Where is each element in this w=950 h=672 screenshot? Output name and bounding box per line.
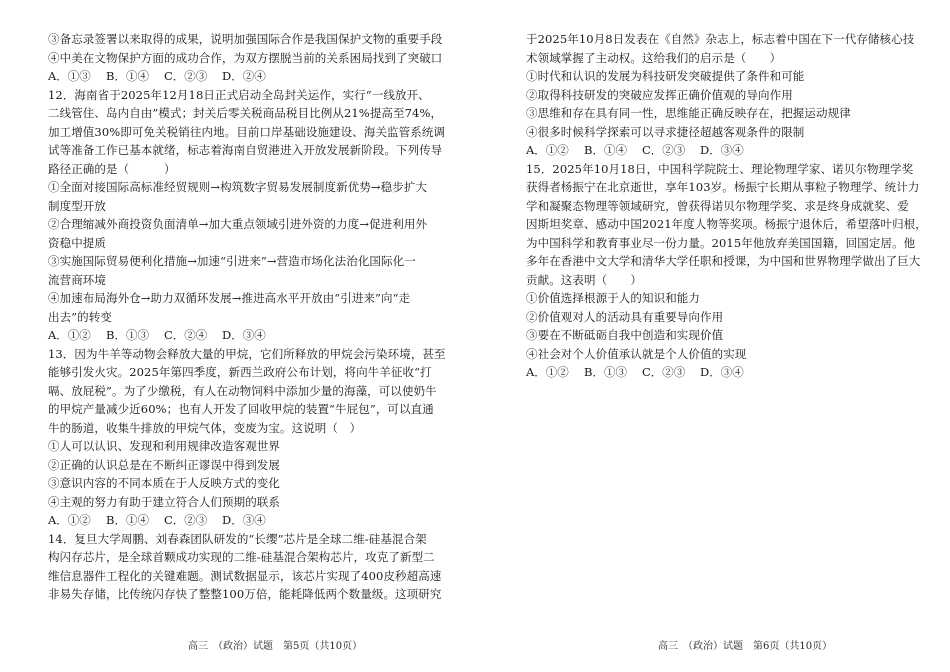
- text-line: ①时代和认识的发展为科技研发突破提供了条件和可能: [526, 69, 805, 83]
- text-line: 流营商环境: [48, 272, 106, 287]
- text-line: ②正确的认识总是在不断纠正谬误中得到发展: [48, 457, 280, 472]
- text-line: ①全面对接国际高标准经贸规则→构筑数字贸易发展制度新优势→稳步扩大: [48, 180, 428, 194]
- answer-option: B．①③: [584, 365, 627, 379]
- text-line: ①人可以认识、发现和利用规律改造客观世界: [48, 439, 280, 453]
- text-line: 出去”的转变: [48, 309, 112, 324]
- answer-options: [48, 67, 456, 86]
- page-6-footer: 高三 （政治）试题 第6页（共10页）: [658, 641, 833, 652]
- answer-options: [48, 326, 456, 345]
- page-6-content: [526, 30, 934, 382]
- text-line: ③备忘录签署以来取得的成果，说明加强国际合作是我国保护文物的重要手段: [48, 32, 443, 46]
- answer-option: A．①②: [526, 143, 569, 157]
- answer-option: A．①②: [48, 513, 91, 527]
- text-line: 嗝、放屁税”。为了少缴税，有人在动物饲料中添加少量的海藻，可以使奶牛: [48, 383, 437, 398]
- answer-options: [526, 141, 934, 160]
- page-5-footer: 高三 （政治）试题 第5页（共10页）: [188, 641, 363, 652]
- text-line: 贡献。这表明（ ）: [526, 272, 642, 287]
- answer-option: A．①②: [48, 328, 91, 342]
- answer-option: C．②③: [642, 365, 686, 379]
- answer-option: B．①③: [106, 328, 149, 342]
- answer-option: B．①④: [584, 143, 627, 157]
- text-line: 15．2025年10月18日，中国科学院院士、理论物理学家、诺贝尔物理学奖: [526, 161, 914, 176]
- text-line: 维信息器件工程化的关键难题。测试数据显示，该芯片实现了400皮秒超高速: [48, 568, 442, 583]
- text-line: ④中美在文物保护方面的成功合作，为双方摆脱当前的关系困局找到了突破口: [48, 50, 443, 65]
- answer-option: D．③④: [700, 365, 744, 379]
- answer-option: A．①③: [48, 69, 91, 83]
- answer-option: B．①④: [106, 513, 149, 527]
- answer-option: C．②④: [164, 328, 208, 342]
- text-line: 的甲烷产量减少近60%；也有人开发了回收甲烷的装置“牛屁包”，可以直通: [48, 402, 434, 416]
- text-line: ①价值选择根源于人的知识和能力: [526, 291, 700, 305]
- text-line: ③意识内容的不同本质在于人反映方式的变化: [48, 476, 280, 490]
- text-line: ③要在不断砥砺自我中创造和实现价值: [526, 328, 724, 342]
- answer-option: D．③④: [222, 513, 266, 527]
- text-line: 因斯坦奖章、感动中国2021年度人物等奖项。杨振宁退休后，希望落叶归根，: [526, 217, 927, 231]
- answer-option: C．②③: [164, 69, 208, 83]
- answer-option: D．②④: [222, 69, 266, 83]
- text-line: 能够引发火灾。2025年第四季度，新西兰政府公布计划，将向牛羊征收“打: [48, 365, 432, 379]
- text-line: 加工增值30%即可免关税销往内地。目前口岸基础设施建设、海关监管系统调: [48, 124, 446, 139]
- text-line: ③思维和存在具有同一性，思维能正确反映存在，把握运动规律: [526, 106, 851, 120]
- text-line: 试等准备工作已基本就绪，标志着海南自贸港进入开放发展新阶段。下列传导: [48, 143, 443, 157]
- text-line: 多年在香港中文大学和清华大学任职和授课，为中国和世界物理学做出了巨大: [526, 254, 921, 268]
- answer-option: C．②③: [642, 143, 686, 157]
- text-line: 13．因为牛羊等动物会释放大量的甲烷，它们所释放的甲烷会污染环境，甚至: [48, 346, 446, 361]
- text-line: 术领域掌握了主动权。这给我们的启示是（ ）: [526, 50, 782, 65]
- answer-option: D．③④: [222, 328, 266, 342]
- text-line: ③实施国际贸易便利化措施→加速“引进来”→营造市场化法治化国际化一: [48, 254, 416, 268]
- answer-options: [526, 363, 934, 382]
- text-line: 12．海南省于2025年12月18日正式启动全岛封关运作，实行“一线放开、: [48, 87, 430, 102]
- text-line: ④社会对个人价值承认就是个人价值的实现: [526, 346, 747, 361]
- text-line: 获得者杨振宁在北京逝世，享年103岁。杨振宁长期从事粒子物理学、统计力: [526, 180, 920, 194]
- text-line: ④加速布局海外仓→助力双循环发展→推进高水平开放由“引进来”向“走: [48, 291, 411, 305]
- text-line: 构闪存芯片，是全球首颗成功实现的二维-硅基混合架构芯片，攻克了新型二: [48, 550, 435, 564]
- text-line: ②价值观对人的活动具有重要导向作用: [526, 309, 724, 324]
- text-line: ④很多时候科学探索可以寻求捷径超越客观条件的限制: [526, 124, 805, 139]
- text-line: ②合理缩减外商投资负面清单→加大重点领域引进外资的力度→促进利用外: [48, 217, 428, 231]
- answer-option: B．①④: [106, 69, 149, 83]
- text-line: 路径正确的是（ ）: [48, 161, 176, 176]
- text-line: 资稳中提质: [48, 235, 106, 250]
- text-line: ④主观的努力有助于建立符合人们预期的联系: [48, 494, 280, 509]
- answer-option: C．②③: [164, 513, 208, 527]
- text-line: ②取得科技研发的突破应发挥正确价值观的导向作用: [526, 87, 793, 102]
- text-line: 牛的肠道，收集牛排放的甲烷气体，变废为宝。这说明（ ）: [48, 420, 362, 435]
- text-line: 二线管住、岛内自由”模式；封关后零关税商品税目比例从21%提高至74%，: [48, 106, 443, 120]
- answer-option: A．①②: [526, 365, 569, 379]
- exam-page-6: [475, 0, 950, 672]
- text-line: 14．复旦大学周鹏、刘春森团队研发的“长缨”芯片是全球二维-硅基混合架: [48, 531, 427, 546]
- answer-option: D．③④: [700, 143, 744, 157]
- answer-options: [48, 511, 456, 530]
- text-line: 为中国科学和教育事业尽一份力量。2015年他放弃美国国籍，回国定居。他: [526, 235, 916, 250]
- text-line: 学和凝聚态物理等领域研究，曾获得诺贝尔物理学奖、求是终身成就奖、爱: [526, 198, 909, 213]
- text-line: 非易失存储，比传统闪存快了整整100万倍，能耗降低两个数量级。这项研究: [48, 587, 442, 601]
- text-line: 制度型开放: [48, 198, 106, 213]
- page-5-content: [48, 30, 456, 604]
- text-line: 于2025年10月8日发表在《自然》杂志上，标志着中国在下一代存储核心技: [526, 32, 915, 46]
